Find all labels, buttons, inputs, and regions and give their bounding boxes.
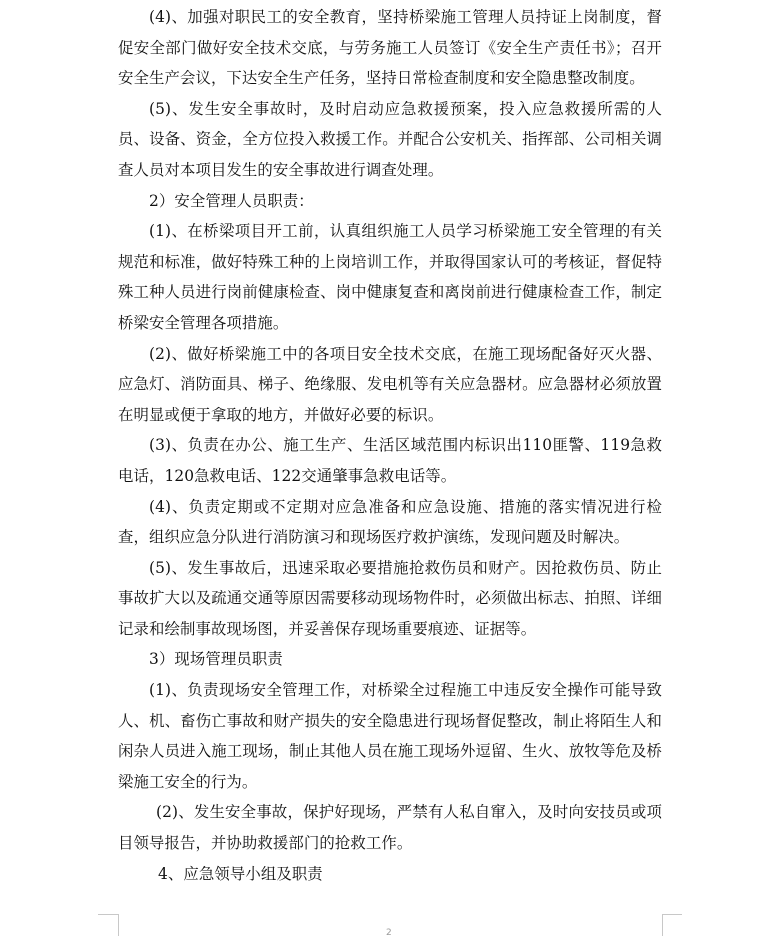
paragraph-safety-duty-3: (3)、负责在办公、施工生产、生活区域范围内标识出110匪警、119急救电话，120急救电话、122交通肇事急救电话等。 xyxy=(118,436,662,485)
page-number: 2 xyxy=(386,928,392,938)
paragraph-safety-duty-5: (5)、发生事故后，迅速采取必要措施抢救伤员和财产。因抢救伤员、防止事故扩大以及疏通交通等原因需要移动现场物件时，必须做出标志、拍照、详细记录和绘制事故现场图，并妥善保存现场重要痕迹、证据等。 xyxy=(118,558,662,638)
paragraph-site-duty-1: (1)、负责现场安全管理工作，对桥梁全过程施工中违反安全操作可能导致人、机、畜伤亡事故和财产损失的安全隐患进行现场督促整改，制止将陌生人和闲杂人员进入施工现场，制止其他人员在施工现场外逗留、生火、放牧等危及桥梁施工安全的行为。 xyxy=(118,681,662,791)
paragraph-site-duty-2: (2)、发生安全事故，保护好现场，严禁有人私自窜入，及时向安技员或项目领导报告，并协助救援部门的抢救工作。 xyxy=(118,803,662,853)
paragraph-safety-duty-4: (4)、负责定期或不定期对应急准备和应急设施、措施的落实情况进行检查，组织应急分队进行消防演习和现场医疗救护演练，发现问题及时解决。 xyxy=(118,497,662,547)
section-heading-emergency-group: 4、应急领导小组及职责 xyxy=(158,864,323,883)
paragraph-safety-duty-2: (2)、做好桥梁施工中的各项目安全技术交底，在施工现场配备好灭火器、应急灯、消防面具、梯子、绝缘服、发电机等有关应急器材。应急器材必须放置在明显或便于拿取的地方，并做好必要的标识。 xyxy=(118,344,662,424)
section-heading-site-manager: 3）现场管理员职责 xyxy=(149,650,283,669)
paragraph-safety-duty-1: (1)、在桥梁项目开工前，认真组织施工人员学习桥梁施工安全管理的有关规范和标准，做好特殊工种的上岗培训工作，并取得国家认可的考核证，督促特殊工种人员进行岗前健康检查、岗中健康复查和离岗前进行健康检查工作，制定桥梁安全管理各项措施。 xyxy=(118,222,662,332)
paragraph-leader-duty-4: (4)、加强对职民工的安全教育，坚持桥梁施工管理人员持证上岗制度，督促安全部门做好安全技术交底，与劳务施工人员签订《安全生产责任书》；召开安全生产会议，下达安全生产任务，坚持日常检查制度和安全隐患整改制度。 xyxy=(118,8,662,88)
margin-corner-line-right xyxy=(662,914,682,915)
section-heading-safety-staff: 2）安全管理人员职责： xyxy=(149,191,314,210)
margin-corner-line-left xyxy=(98,914,118,915)
margin-corner-mark-left xyxy=(98,914,119,936)
document-body xyxy=(118,0,662,889)
margin-corner-mark-right xyxy=(662,914,683,936)
paragraph-leader-duty-5: (5)、发生安全事故时，及时启动应急救援预案，投入应急救援所需的人员、设备、资金，全方位投入救援工作。并配合公安机关、指挥部、公司相关调查人员对本项目发生的安全事故进行调查处理。 xyxy=(118,99,662,179)
